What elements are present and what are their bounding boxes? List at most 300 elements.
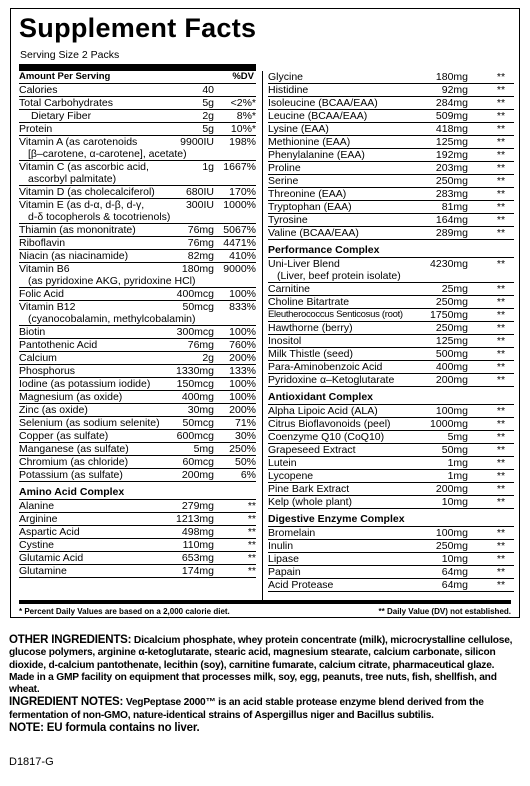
nutrient-amount: 250mg [435, 175, 468, 187]
amino-section-title: Amino Acid Complex [19, 482, 256, 500]
nutrient-name: Isoleucine (BCAA/EAA) [268, 97, 378, 109]
nutrient-amount: 400mg [181, 391, 214, 403]
nutrient-name: Serine [268, 175, 299, 187]
thick-divider [19, 64, 256, 71]
nutrient-dv: ** [496, 418, 506, 430]
nutrient-dv: 200% [229, 352, 256, 364]
column-divider [262, 71, 263, 603]
nutrient-name: Hawthorne (berry) [268, 322, 353, 334]
nutrient-name: Chromium (as chloride) [19, 456, 129, 468]
nutrient-dv: ** [496, 149, 506, 161]
nutrient-dv: ** [496, 431, 506, 443]
nutrient-amount: 250mg [435, 296, 468, 308]
nutrient-dv: ** [496, 214, 506, 226]
nutrient-dv: ** [496, 457, 506, 469]
nutrient-name-detail: (cyanocobalamin, methylcobalamin) [28, 313, 196, 325]
nutrient-dv: 170% [229, 186, 256, 198]
nutrient-name: Cystine [19, 539, 55, 551]
table-row [19, 378, 256, 391]
nutrient-name: Glycine [268, 71, 304, 83]
nutrient-amount: 600mcg [176, 430, 214, 442]
nutrient-amount: 100mg [435, 405, 468, 417]
nutrient-dv: ** [247, 513, 256, 525]
nutrient-name-detail: ascorbyl palmitate) [28, 173, 117, 185]
nutrient-dv: ** [496, 110, 506, 122]
nutrient-name: Pantothenic Acid [19, 339, 98, 351]
nutrient-name: Lycopene [268, 470, 314, 482]
table-row [19, 391, 256, 404]
panel-title: Supplement Facts [19, 13, 257, 43]
table-row [268, 418, 514, 431]
nutrient-name: Magnesium (as oxide) [19, 391, 123, 403]
nutrient-amount: 279mg [181, 500, 214, 512]
nutrient-name: Lysine (EAA) [268, 123, 329, 135]
nutrient-name: Biotin [19, 326, 46, 338]
nutrient-amount: 250mg [435, 322, 468, 334]
nutrient-amount: 653mg [181, 552, 214, 564]
nutrient-name: Valine (BCAA/EAA) [268, 227, 359, 239]
table-row [19, 237, 256, 250]
nutrient-name: Lutein [268, 457, 297, 469]
nutrient-name: Arginine [19, 513, 58, 525]
nutrient-amount: 509mg [435, 110, 468, 122]
nutrient-amount: 1000mg [430, 418, 468, 430]
table-row [268, 123, 514, 136]
ingredients-block [9, 634, 521, 734]
table-row [19, 186, 256, 199]
nutrient-name: Iodine (as potassium iodide) [19, 378, 151, 390]
nutrient-name: Alpha Lipoic Acid (ALA) [268, 405, 378, 417]
nutrient-name: Bromelain [268, 527, 316, 539]
nutrient-dv: ** [496, 540, 506, 552]
table-row [268, 527, 514, 540]
table-row [268, 540, 514, 553]
nutrient-dv: ** [496, 527, 506, 539]
nutrient-amount: 284mg [435, 97, 468, 109]
nutrient-dv: ** [496, 136, 506, 148]
nutrient-amount: 76mg [187, 237, 214, 249]
nutrient-amount: 76mg [187, 339, 214, 351]
serving-size: Serving Size 2 Packs [20, 49, 120, 61]
nutrient-dv: 100% [229, 378, 256, 390]
table-row [19, 110, 256, 123]
table-row [268, 405, 514, 418]
nutrient-name: Uni-Liver Blend [268, 258, 340, 270]
nutrient-amount: 174mg [181, 565, 214, 577]
nutrient-dv: <2%* [230, 97, 256, 109]
nutrient-dv: ** [496, 283, 506, 295]
nutrient-amount: 50mg [441, 444, 468, 456]
table-row [19, 469, 256, 482]
nutrient-dv: ** [496, 374, 506, 386]
nutrient-dv: 8%* [236, 110, 256, 122]
nutrient-name: Acid Protease [268, 579, 334, 591]
table-row [19, 224, 256, 237]
performance-list [268, 258, 514, 387]
footnote-dv: * Percent Daily Values are based on a 2,000 calorie diet. [19, 607, 230, 616]
nutrient-dv: ** [496, 175, 506, 187]
nutrient-dv: ** [496, 496, 506, 508]
table-row [268, 149, 514, 162]
nutrient-amount: 200mg [435, 374, 468, 386]
nutrient-amount: 50mcg [182, 417, 214, 429]
enzyme-list [268, 527, 514, 592]
nutrient-dv: 5067% [223, 224, 256, 236]
nutrient-dv: ** [496, 444, 506, 456]
nutrient-amount: 100mg [435, 527, 468, 539]
nutrient-dv: ** [247, 552, 256, 564]
nutrient-name: Inositol [268, 335, 302, 347]
nutrient-amount: 92mg [441, 84, 468, 96]
nutrient-name: Total Carbohydrates [19, 97, 113, 109]
footer-divider [19, 600, 511, 604]
nutrient-dv: 10%* [230, 123, 256, 135]
nutrient-amount: 180mg [181, 263, 214, 275]
product-code: D1817-G [9, 756, 54, 768]
table-header [19, 71, 256, 84]
nutrient-dv: ** [496, 470, 506, 482]
table-row [19, 500, 256, 513]
nutrient-dv: 9000% [223, 263, 256, 275]
table-row [268, 283, 514, 296]
nutrient-name: Aspartic Acid [19, 526, 80, 538]
nutrient-name: Manganese (as sulfate) [19, 443, 129, 455]
table-row [268, 201, 514, 214]
nutrient-name: Proline [268, 162, 301, 174]
table-row [19, 136, 256, 161]
nutrient-amount: 500mg [435, 348, 468, 360]
table-row [268, 444, 514, 457]
amino-list [19, 500, 256, 578]
nutrient-dv: 100% [229, 391, 256, 403]
table-row [19, 565, 256, 578]
nutrient-amount: 203mg [435, 162, 468, 174]
table-row [268, 110, 514, 123]
nutrient-name: Vitamin D (as cholecalciferol) [19, 186, 155, 198]
table-row [19, 199, 256, 224]
table-row [268, 188, 514, 201]
nutrient-name-detail: (Liver, beef protein isolate) [277, 270, 401, 282]
nutrient-name: Alanine [19, 500, 55, 512]
table-row [268, 97, 514, 110]
eu-note: NOTE: EU formula contains no liver. [9, 722, 200, 735]
nutrient-dv: ** [496, 123, 506, 135]
nutrient-amount: 64mg [441, 566, 468, 578]
table-row [268, 496, 514, 509]
nutrient-amount: 5mg [447, 431, 468, 443]
nutrient-name: Kelp (whole plant) [268, 496, 353, 508]
table-row [19, 417, 256, 430]
nutrient-name: Choline Bitartrate [268, 296, 350, 308]
nutrient-name: Coenzyme Q10 (CoQ10) [268, 431, 385, 443]
ingredient-notes-text: VegPeptase 2000™ is an acid stable protease enzyme blend derived from the fermentation of non-GMO, nature-identical strains of Aspergillus niger and Bacillus subtilis. [9, 697, 484, 721]
table-row [268, 553, 514, 566]
nutrient-dv: ** [496, 405, 506, 417]
other-ingredients-text: Dicalcium phosphate, whey protein concentrate (milk), microcrystalline cellulose, glucose polymers, arginine α-ketoglutarate, stearic acid, magnesium stearate, calcium carbonate, silicon dioxide, d-calcium pantothenate, lecithin (soy), carnitine fumarate, calcium citrate, pharmaceutical glaze. Made in a GMP facility on equipment that processes milk, soy, egg, peanuts, tree nuts, fish, shellfish, and wheat. [9, 635, 513, 696]
nutrient-amount: 400mcg [176, 288, 214, 300]
table-row [19, 288, 256, 301]
nutrient-dv: ** [496, 188, 506, 200]
dv-header: %DV [232, 71, 254, 82]
footnotes [19, 607, 511, 616]
nutrient-name: Citrus Bioflavonoids (peel) [268, 418, 391, 430]
nutrient-amount: 81mg [441, 201, 468, 213]
nutrient-amount: 40 [202, 84, 214, 96]
nutrient-name: Methionine (EAA) [268, 136, 351, 148]
nutrient-amount: 76mg [187, 224, 214, 236]
nutrient-name: Vitamin E (as d-α, d-β, d-γ, [19, 199, 145, 211]
nutrient-dv: ** [496, 322, 506, 334]
table-row [19, 552, 256, 565]
ingredient-notes [9, 696, 521, 722]
nutrient-amount: 9900IU [180, 136, 214, 148]
nutrient-name: Phenylalanine (EAA) [268, 149, 365, 161]
nutrient-dv: 100% [229, 326, 256, 338]
nutrient-name: Lipase [268, 553, 299, 565]
nutrient-dv: ** [496, 258, 506, 270]
amino-list-continued [268, 71, 514, 240]
nutrient-dv: 71% [234, 417, 256, 429]
table-row [19, 539, 256, 552]
nutrient-dv: ** [496, 483, 506, 495]
table-row [268, 309, 514, 322]
nutrient-dv: 760% [229, 339, 256, 351]
table-row [19, 301, 256, 326]
nutrient-dv: ** [496, 162, 506, 174]
nutrient-amount: 150mcg [176, 378, 214, 390]
nutrient-name: Thiamin (as mononitrate) [19, 224, 136, 236]
nutrient-amount: 50mcg [182, 301, 214, 313]
enzyme-section-title: Digestive Enzyme Complex [268, 509, 514, 527]
nutrient-amount: 1330mg [176, 365, 214, 377]
nutrient-amount: 5g [202, 123, 214, 135]
nutrient-dv: ** [496, 201, 506, 213]
table-row [268, 335, 514, 348]
nutrient-amount: 1mg [447, 457, 468, 469]
nutrient-dv: 133% [229, 365, 256, 377]
table-row [268, 322, 514, 335]
nutrient-dv: 1667% [223, 161, 256, 173]
table-row [19, 97, 256, 110]
nutrient-amount: 64mg [441, 579, 468, 591]
footnote-not-established: ** Daily Value (DV) not established. [378, 607, 511, 616]
table-row [268, 162, 514, 175]
nutrient-name: Threonine (EAA) [268, 188, 347, 200]
nutrient-name: Phosphorus [19, 365, 76, 377]
nutrient-dv: ** [496, 579, 506, 591]
nutrient-dv: ** [496, 553, 506, 565]
table-row [19, 263, 256, 288]
table-row [19, 526, 256, 539]
performance-section-title: Performance Complex [268, 240, 514, 258]
nutrient-amount: 1213mg [176, 513, 214, 525]
table-row [19, 404, 256, 417]
table-row [268, 136, 514, 149]
nutrient-name: Vitamin A (as carotenoids [19, 136, 138, 148]
nutrient-amount: 4230mg [430, 258, 468, 270]
nutrient-name: Potassium (as sulfate) [19, 469, 123, 481]
nutrient-name-detail: (as pyridoxine AKG, pyridoxine HCl) [28, 275, 196, 287]
antioxidant-section-title: Antioxidant Complex [268, 387, 514, 405]
table-row [19, 456, 256, 469]
nutrient-name-detail: d-δ tocopherols & tocotrienols) [28, 211, 171, 223]
nutrient-name: Dietary Fiber [31, 110, 92, 122]
nutrient-amount: 200mg [181, 469, 214, 481]
ingredient-notes-label: INGREDIENT NOTES: [9, 696, 124, 709]
table-row [268, 175, 514, 188]
other-ingredients [9, 634, 521, 696]
nutrient-dv: 4471% [223, 237, 256, 249]
nutrient-name-detail: [β–carotene, α-carotene], acetate) [28, 148, 187, 160]
table-row [268, 296, 514, 309]
left-column [19, 71, 256, 578]
table-row [19, 161, 256, 186]
table-row [268, 457, 514, 470]
nutrient-dv: ** [247, 539, 256, 551]
nutrient-name: Histidine [268, 84, 309, 96]
table-row [268, 374, 514, 387]
nutrient-name: Tyrosine [268, 214, 308, 226]
nutrient-name: Carnitine [268, 283, 311, 295]
nutrient-name: Para-Aminobenzoic Acid [268, 361, 383, 373]
nutrient-name: Glutamic Acid [19, 552, 84, 564]
nutrient-name: Papain [268, 566, 301, 578]
table-row [19, 430, 256, 443]
nutrient-amount: 125mg [435, 136, 468, 148]
nutrient-amount: 200mg [435, 483, 468, 495]
table-row [268, 470, 514, 483]
nutrient-dv: ** [496, 566, 506, 578]
nutrient-name: Pine Bark Extract [268, 483, 350, 495]
table-row [268, 483, 514, 496]
nutrient-dv: 50% [234, 456, 256, 468]
nutrient-name: Zinc (as oxide) [19, 404, 88, 416]
nutrient-amount: 10mg [441, 553, 468, 565]
nutrient-amount: 110mg [182, 539, 214, 551]
nutrient-dv: ** [496, 309, 506, 321]
table-row [268, 227, 514, 240]
nutrient-name: Milk Thistle (seed) [268, 348, 353, 360]
nutrient-dv: 198% [229, 136, 256, 148]
nutrient-name: Eleutherococcus Senticosus (root) [268, 309, 403, 320]
table-row [268, 84, 514, 97]
nutrient-dv: ** [496, 227, 506, 239]
nutrient-dv: 1000% [223, 199, 256, 211]
nutrient-dv: 833% [229, 301, 256, 313]
nutrient-dv: ** [496, 97, 506, 109]
right-column [268, 71, 514, 592]
table-row [268, 431, 514, 444]
nutrient-name: Selenium (as sodium selenite) [19, 417, 160, 429]
nutrient-dv: ** [496, 84, 506, 96]
amount-header: Amount Per Serving [19, 71, 111, 82]
table-row [19, 123, 256, 136]
nutrient-amount: 5g [202, 97, 214, 109]
nutrient-dv: 410% [229, 250, 256, 262]
nutrient-amount: 2g [202, 110, 214, 122]
table-row [19, 443, 256, 456]
nutrient-name: Vitamin B6 [19, 263, 70, 275]
nutrient-name: Calories [19, 84, 58, 96]
nutrient-name: Folic Acid [19, 288, 64, 300]
table-row [19, 513, 256, 526]
supplement-facts-panel [10, 8, 520, 618]
table-row [19, 339, 256, 352]
nutrient-amount: 60mcg [182, 456, 214, 468]
nutrient-amount: 1mg [447, 470, 468, 482]
nutrient-amount: 418mg [435, 123, 468, 135]
nutrient-dv: ** [247, 500, 256, 512]
nutrient-amount: 680IU [185, 186, 214, 198]
nutrient-amount: 1750mg [430, 309, 468, 321]
nutrient-dv: ** [496, 335, 506, 347]
nutrient-amount: 192mg [435, 149, 468, 161]
table-row [268, 566, 514, 579]
nutrient-dv: ** [496, 71, 506, 83]
nutrient-name: Vitamin B12 [19, 301, 76, 313]
table-row [268, 258, 514, 283]
nutrient-name: Grapeseed Extract [268, 444, 356, 456]
nutrient-amount: 300IU [185, 199, 214, 211]
nutrient-amount: 250mg [435, 540, 468, 552]
nutrient-name: Tryptophan (EAA) [268, 201, 352, 213]
nutrient-amount: 164mg [435, 214, 468, 226]
nutrient-amount: 283mg [435, 188, 468, 200]
table-row [19, 365, 256, 378]
nutrient-name: Riboflavin [19, 237, 66, 249]
table-row [19, 84, 256, 97]
table-row [268, 71, 514, 84]
nutrient-name: Leucine (BCAA/EAA) [268, 110, 368, 122]
nutrient-amount: 10mg [441, 496, 468, 508]
nutrient-name: Inulin [268, 540, 294, 552]
nutrient-name: Copper (as sulfate) [19, 430, 109, 442]
nutrient-dv: 200% [229, 404, 256, 416]
nutrient-amount: 30mg [187, 404, 214, 416]
table-row [19, 250, 256, 263]
nutrient-name: Glutamine [19, 565, 67, 577]
nutrient-dv: ** [496, 361, 506, 373]
nutrient-list [19, 84, 256, 482]
table-row [268, 348, 514, 361]
nutrient-amount: 400mg [435, 361, 468, 373]
nutrient-amount: 289mg [435, 227, 468, 239]
nutrient-dv: 100% [229, 288, 256, 300]
table-row [268, 214, 514, 227]
nutrient-name: Protein [19, 123, 53, 135]
nutrient-dv: 6% [240, 469, 256, 481]
nutrient-amount: 82mg [187, 250, 214, 262]
nutrient-name: Niacin (as niacinamide) [19, 250, 129, 262]
nutrient-dv: ** [496, 348, 506, 360]
table-row [19, 352, 256, 365]
nutrient-amount: 25mg [441, 283, 468, 295]
nutrient-name: Vitamin C (as ascorbic acid, [19, 161, 149, 173]
nutrient-amount: 5mg [193, 443, 214, 455]
table-row [268, 361, 514, 374]
nutrient-dv: ** [247, 526, 256, 538]
nutrient-amount: 300mcg [176, 326, 214, 338]
nutrient-amount: 2g [202, 352, 214, 364]
antioxidant-list [268, 405, 514, 509]
table-row [268, 579, 514, 592]
nutrient-amount: 125mg [435, 335, 468, 347]
nutrient-dv: 250% [229, 443, 256, 455]
other-ingredients-label: OTHER INGREDIENTS: [9, 634, 132, 646]
nutrient-dv: 30% [234, 430, 256, 442]
nutrient-amount: 180mg [435, 71, 468, 83]
table-row [19, 326, 256, 339]
